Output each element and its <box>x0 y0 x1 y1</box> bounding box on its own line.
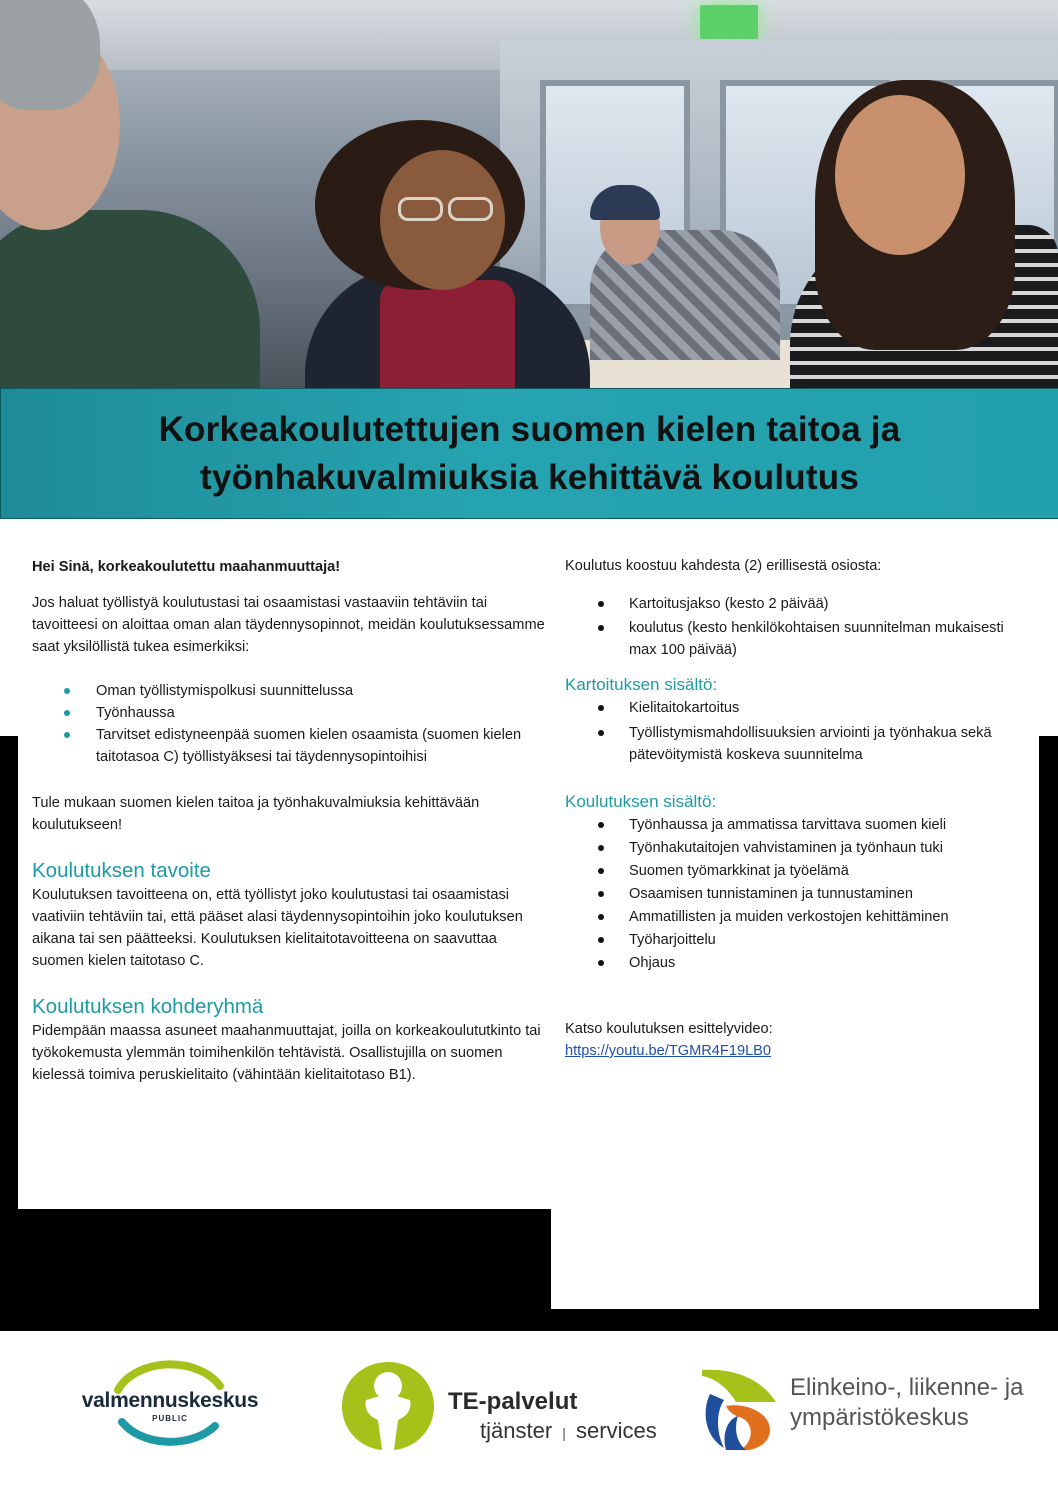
video-link[interactable]: https://youtu.be/TGMR4F19LB0 <box>565 1043 772 1059</box>
frame-right <box>1039 736 1058 1331</box>
exit-sign <box>700 5 758 39</box>
glasses-icon <box>448 197 493 221</box>
separator: | <box>562 1425 566 1441</box>
target-group-heading: Koulutuksen kohderyhmä <box>32 995 264 1018</box>
list-item: Osaamisen tunnistaminen ja tunnustaminen <box>565 883 1025 905</box>
left-column <box>32 556 547 1108</box>
valmennuskeskus-logo <box>70 1356 270 1452</box>
list-item: Työnhaussa <box>32 702 547 724</box>
title-line-1: Korkeakoulutettujen suomen kielen taitoa ja <box>158 409 901 449</box>
valmennuskeskus-sub: PUBLIC <box>152 1414 188 1423</box>
title-band <box>0 388 1058 519</box>
list-item: Kielitaitokartoitus <box>565 697 1025 719</box>
ely-emblem-icon <box>696 1366 778 1452</box>
te-palvelut-sub-1: tjänster <box>480 1418 553 1443</box>
goal-heading: Koulutuksen tavoite <box>32 859 211 882</box>
list-item: Kartoitusjakso (kesto 2 päivää) <box>565 593 1025 615</box>
greeting: Hei Sinä, korkeakoulutettu maahanmuuttaja! <box>32 559 341 575</box>
page-title <box>80 406 980 502</box>
intro-text: Jos haluat työllistyä koulutustasi tai osaamistasi vastaaviin tehtäviin tai tavoitteesi on aloittaa oman alan täydennysopinnot, meidän koulutuksessamme saat yksilöllistä tukea esimerkiksi: <box>32 595 545 655</box>
te-palvelut-sub-2: services <box>576 1418 657 1443</box>
hero-photo <box>0 0 1058 390</box>
mapping-heading: Kartoituksen sisältö: <box>565 675 718 694</box>
right-column <box>565 555 1025 1062</box>
ely-name-line-1: Elinkeino-, liikenne- ja <box>790 1374 1024 1401</box>
list-item: Ammatillisten ja muiden verkostojen kehittäminen <box>565 906 1025 928</box>
structure-list <box>565 593 1025 661</box>
valmennuskeskus-wordmark: valmennuskeskus <box>81 1389 259 1412</box>
footer-logos <box>0 1331 1058 1497</box>
list-item: Työharjoittelu <box>565 929 1025 951</box>
te-palvelut-logo <box>338 1356 668 1456</box>
te-palvelut-emblem-icon <box>338 1356 438 1452</box>
list-item: Työnhaussa ja ammatissa tarvittava suomen kieli <box>565 814 1025 836</box>
list-item: Työnhakutaitojen vahvistaminen ja työnhaun tuki <box>565 837 1025 859</box>
content-list <box>565 814 1025 974</box>
list-item: Työllistymismahdollisuuksien arviointi ja työnhakua sekä pätevöitymistä koskeva suunnitelma <box>565 722 1025 766</box>
person-right-face <box>835 95 965 255</box>
person-center-top <box>380 280 515 390</box>
te-palvelut-wordmark: TE-palvelut <box>448 1388 578 1415</box>
structure-intro: Koulutus koostuu kahdesta (2) erillisestä osiosta: <box>565 558 882 574</box>
goal-text: Koulutuksen tavoitteena on, että työllistyt joko koulutustasi tai osaamistasi vaativiin tehtäviin tai, että pääset alasi täydennysopintoihin joko koulutuksen aikana tai sen päätteeksi. Koulutuksen kielitaitotavoitteena on saavuttaa suomen kielen taitotaso C. <box>32 887 523 969</box>
te-palvelut-sub <box>480 1418 657 1444</box>
list-item: Ohjaus <box>565 952 1025 974</box>
title-line-2: työnhakuvalmiuksia kehittävä koulutus <box>200 457 859 497</box>
list-item: Suomen työmarkkinat ja työelämä <box>565 860 1025 882</box>
person-left-shirt <box>0 210 260 390</box>
video-label: Katso koulutuksen esittelyvideo: <box>565 1021 773 1037</box>
target-group-text: Pidempään maassa asuneet maahanmuuttajat, joilla on korkeakoulututkinto tai työkokemusta ylemmän toimihenkilön tehtävistä. Osallistujilla on suomen kielessä toimiva peruskielitaito (vähintään kielitaitotaso B1). <box>32 1023 541 1083</box>
content-heading: Koulutuksen sisältö: <box>565 792 717 811</box>
ely-keskus-logo <box>696 1366 1036 1456</box>
mapping-list <box>565 697 1025 766</box>
glasses-icon <box>398 197 443 221</box>
benefit-list <box>32 680 547 768</box>
person-left-beanie <box>0 0 100 110</box>
list-item: koulutus (kesto henkilökohtaisen suunnitelman mukaisesti max 100 päivää) <box>565 617 1025 661</box>
frame-bottom-left <box>0 1209 551 1331</box>
list-item: Tarvitset edistyneenpää suomen kielen osaamista (suomen kielen taitotasoa C) työllistyäksesi tai täydennysopintoihisi <box>32 724 547 768</box>
list-item: Oman työllistymispolkusi suunnittelussa <box>32 680 547 702</box>
frame-bottom-right <box>551 1309 1058 1331</box>
ely-name-line-2: ympäristökeskus <box>790 1404 969 1431</box>
invite-text: Tule mukaan suomen kielen taitoa ja työnhakuvalmiuksia kehittävään koulutukseen! <box>32 795 480 833</box>
